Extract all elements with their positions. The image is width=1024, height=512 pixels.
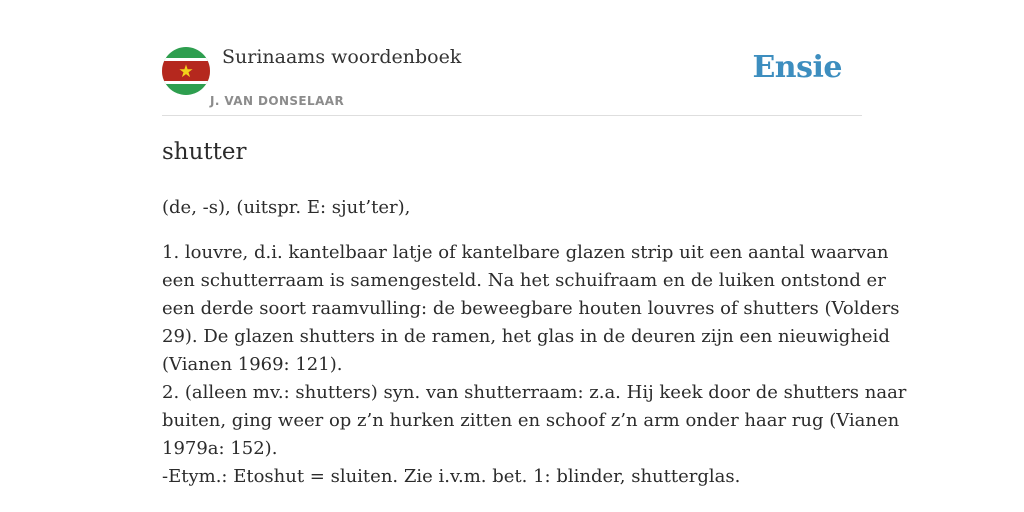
definition-line: een schutterraam is samengesteld. Na het schuifraam en de luiken ontstond er — [162, 270, 886, 291]
definition-line: 2. (alleen mv.: shutters) syn. van shutterraam: z.a. Hij keek door de shutters naar — [162, 382, 907, 403]
definition-line: 29). De glazen shutters in de ramen, het glas in de deuren zijn een nieuwigheid — [162, 326, 890, 347]
definition-line: buiten, ging weer op z’n hurken zitten en schoof z’n arm onder haar rug (Vianen — [162, 410, 900, 431]
definition-line: 1979a: 152). — [162, 438, 278, 459]
entry-grammar: (de, -s), (uitspr. E: sjut’ter), — [162, 197, 411, 218]
etymology-line: -Etym.: Etoshut = sluiten. Zie i.v.m. bet. 1: blinder, shutterglas. — [162, 466, 741, 487]
suriname-flag-icon — [162, 47, 210, 95]
ensie-logo-link[interactable]: Ensie — [752, 50, 842, 85]
entry-definition — [162, 239, 907, 491]
dictionary-header — [162, 44, 862, 116]
definition-line: een derde soort raamvulling: de beweegbare houten louvres of shutters (Volders — [162, 298, 900, 319]
definition-line: 1. louvre, d.i. kantelbaar latje of kantelbare glazen strip uit een aantal waarvan — [162, 242, 889, 263]
definition-line: (Vianen 1969: 121). — [162, 354, 343, 375]
dictionary-title-link[interactable]: Surinaams woordenboek — [222, 46, 462, 68]
entry-headword: shutter — [162, 139, 247, 165]
dictionary-author: J. VAN DONSELAAR — [210, 94, 345, 108]
